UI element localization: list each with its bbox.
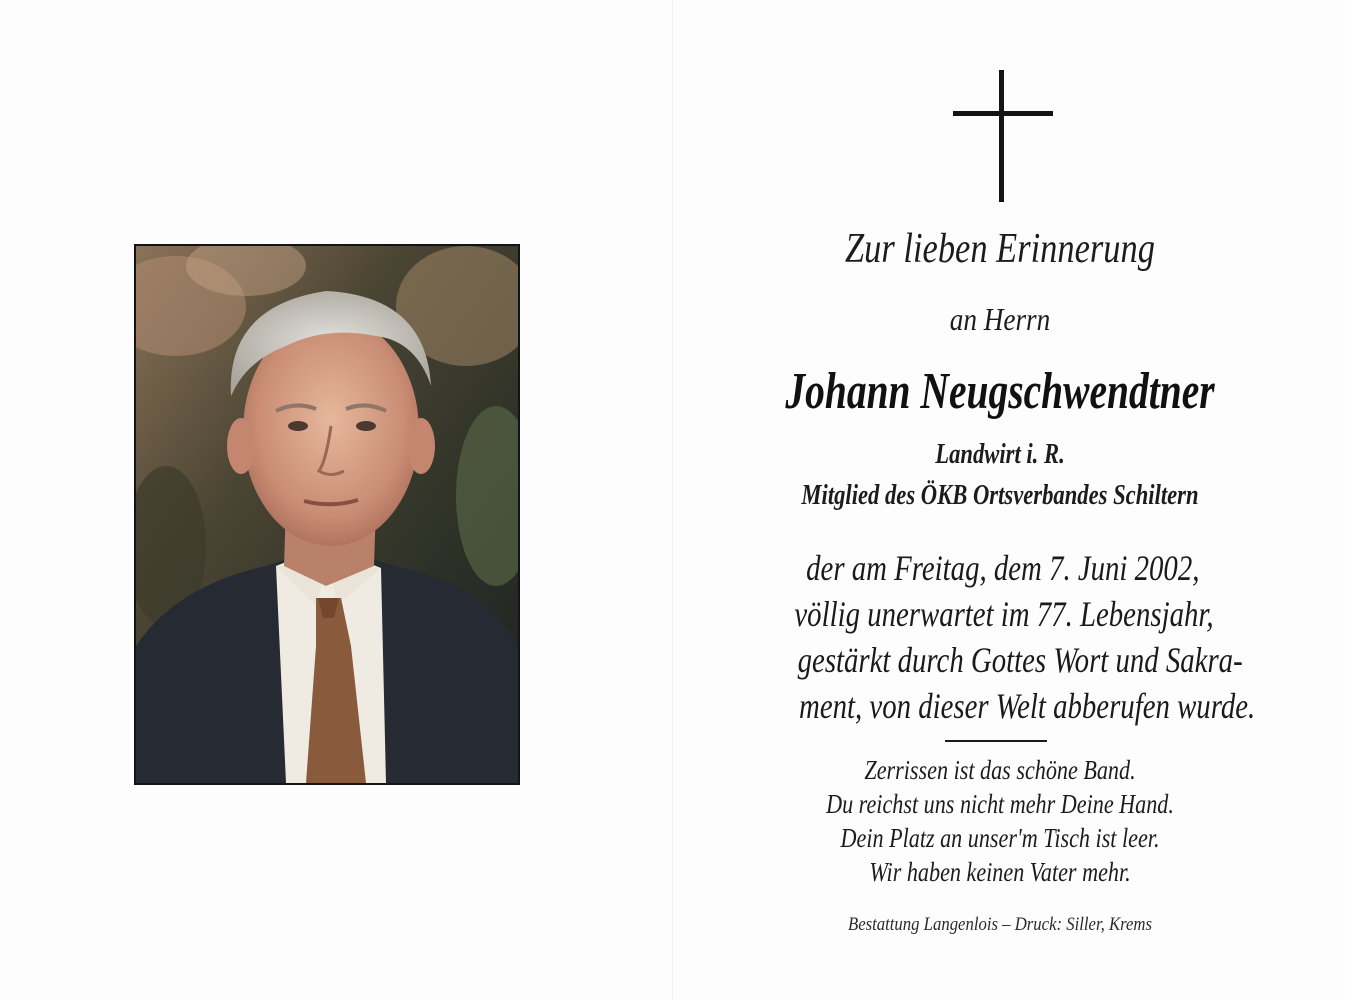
obituary-line: der am Freitag, dem 7. Juni 2002, xyxy=(806,548,1200,588)
salutation: an Herrn xyxy=(949,301,1051,337)
membership: Mitglied des ÖKB Ortsverbandes Schiltern xyxy=(801,479,1199,511)
card-fold xyxy=(672,0,673,1000)
cross-horizontal-bar xyxy=(953,111,1053,116)
verse-line: Du reichst uns nicht mehr Deine Hand. xyxy=(826,789,1174,819)
obituary-line: ment, von dieser Welt abberufen wurde. xyxy=(799,686,1256,726)
verse-line: Wir haben keinen Vater mehr. xyxy=(869,857,1131,887)
obituary-line: gestärkt durch Gottes Wort und Sakra- xyxy=(797,640,1243,680)
divider-rule xyxy=(945,740,1047,742)
verse-line: Dein Platz an unser'm Tisch ist leer. xyxy=(840,823,1160,853)
deceased-name: Johann Neugschwendtner xyxy=(785,363,1215,420)
verse-line: Zerrissen ist das schöne Band. xyxy=(864,755,1136,785)
portrait-illustration xyxy=(136,246,518,783)
card-title: Zur lieben Erinnerung xyxy=(845,226,1155,272)
cross-vertical-bar xyxy=(999,70,1004,202)
occupation: Landwirt i. R. xyxy=(935,438,1065,470)
obituary-line: völlig unerwartet im 77. Lebensjahr, xyxy=(794,594,1214,634)
portrait-photo xyxy=(134,244,520,785)
cross-icon xyxy=(953,70,1053,202)
imprint: Bestattung Langenlois – Druck: Siller, Krems xyxy=(847,914,1153,935)
